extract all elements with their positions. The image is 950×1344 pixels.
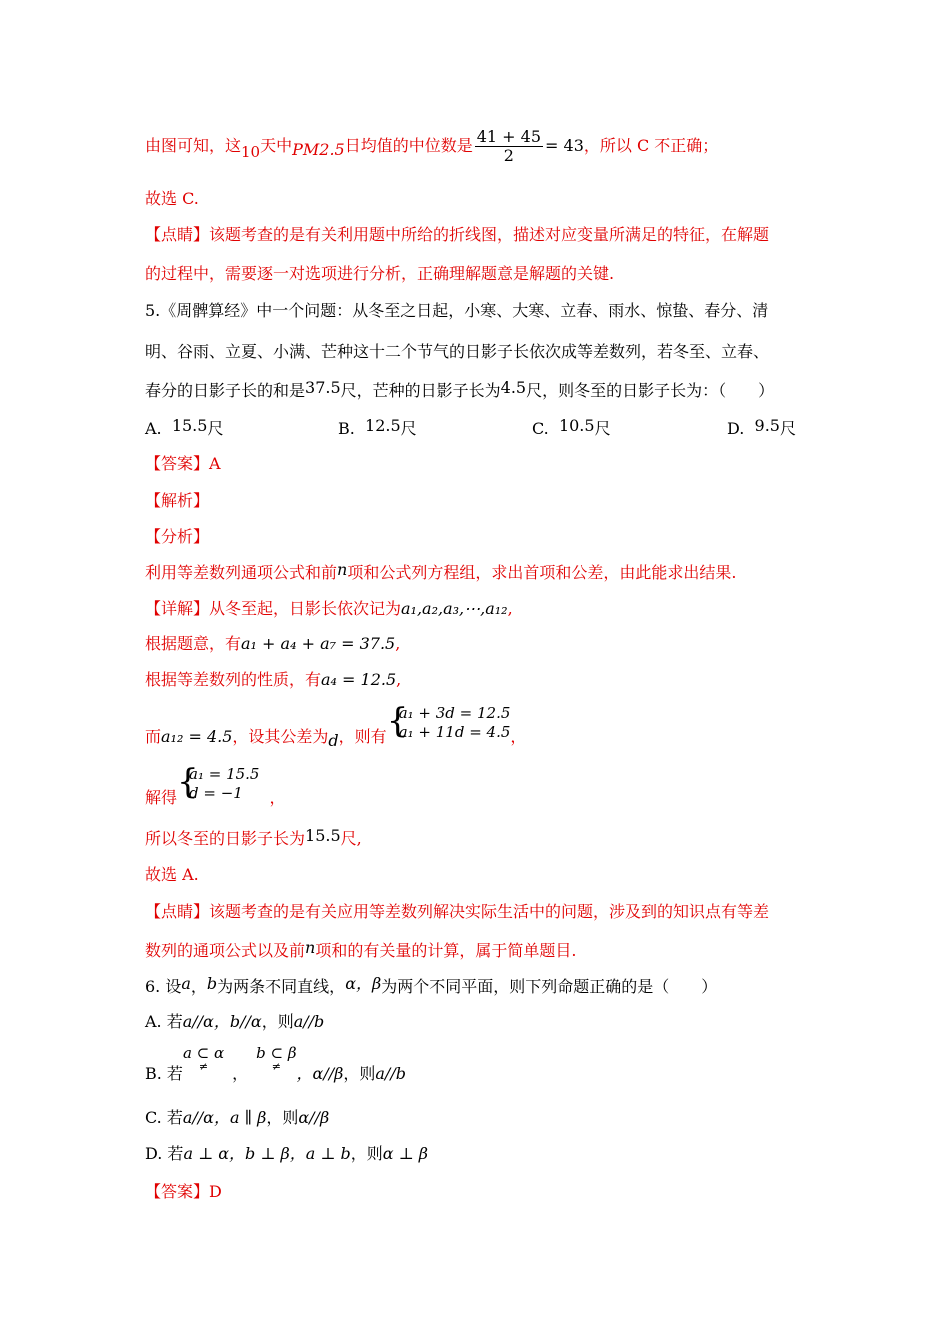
text: 尺，芒种的日影子长为 bbox=[340, 381, 501, 400]
text: 项和公式列方程组，求出首项和公差，由此能求出结果. bbox=[347, 563, 737, 582]
step-5 bbox=[145, 828, 362, 850]
text: 数列的通项公式以及前 bbox=[145, 941, 306, 960]
answer-6: 【答案】D bbox=[145, 1182, 222, 1201]
unit: 尺 bbox=[779, 419, 796, 438]
equation: a₁ = 15.5 bbox=[189, 765, 260, 783]
text: ，则 bbox=[343, 1063, 376, 1083]
math: b bbox=[206, 974, 218, 993]
text: ，则有 bbox=[338, 726, 387, 746]
equation: a₁ + 3d = 12.5 bbox=[398, 704, 511, 722]
text: , bbox=[395, 634, 401, 653]
math: b ⊂ β bbox=[256, 1044, 297, 1062]
text: ， bbox=[190, 977, 207, 996]
q5-line-1: 5.《周髀算经》中一个问题：从冬至之日起，小寒、大寒、立春、雨水、惊蛰、春分、清 bbox=[145, 301, 769, 320]
text: 所以冬至的日影子长为 bbox=[145, 829, 306, 848]
comment5-line-2 bbox=[145, 940, 576, 962]
q6-stem bbox=[145, 976, 717, 998]
unit: 尺 bbox=[594, 419, 611, 438]
fraction bbox=[475, 128, 543, 165]
text: ，设其公差为 bbox=[232, 726, 329, 746]
text: 利用等差数列通项公式和前 bbox=[145, 563, 338, 582]
comment-line-1: 【点睛】该题考查的是有关利用题中所给的折线图，描述对应变量所满足的特征，在解题 bbox=[145, 225, 770, 244]
step-4 bbox=[145, 762, 286, 807]
denominator: 2 bbox=[503, 146, 514, 165]
math: a//α，a ∥ β bbox=[182, 1108, 267, 1127]
value: 12.5 bbox=[365, 416, 401, 435]
median-line bbox=[145, 128, 718, 165]
math: a₄ = 12.5 bbox=[321, 670, 397, 689]
math: a ⊥ α，b ⊥ β，a ⊥ b bbox=[183, 1144, 351, 1163]
math: a₁,a₂,a₃,⋯,a₁₂ bbox=[401, 599, 508, 618]
text: 【详解】从冬至起，日影长依次记为 bbox=[145, 599, 402, 618]
detail-5 bbox=[145, 598, 513, 620]
text: 为两条不同直线， bbox=[217, 977, 346, 996]
option-a bbox=[145, 418, 223, 440]
analysis-5: 【解析】 bbox=[145, 491, 210, 510]
number: 4.5 bbox=[500, 378, 527, 397]
math: n bbox=[305, 938, 316, 957]
equation: a₁ + 11d = 4.5 bbox=[398, 723, 511, 741]
math: ，α//β bbox=[296, 1063, 344, 1083]
solution-system bbox=[177, 762, 260, 803]
breakdown-5: 【分析】 bbox=[145, 527, 210, 546]
neq-mark: ≠ bbox=[271, 1060, 281, 1073]
label: C. bbox=[532, 419, 549, 438]
q6-option-b bbox=[145, 1044, 406, 1083]
comment5-line-1: 【点睛】该题考查的是有关应用等差数列解决实际生活中的问题，涉及到的知识点有等差 bbox=[145, 902, 770, 921]
text: 根据题意，有 bbox=[145, 634, 242, 653]
math: a ⊂ α bbox=[182, 1044, 225, 1062]
label: A. bbox=[145, 419, 162, 438]
number: 37.5 bbox=[305, 378, 341, 397]
text: 日均值的中位数是 bbox=[344, 136, 473, 155]
math: a//b bbox=[375, 1063, 406, 1083]
value: 10.5 bbox=[558, 416, 595, 435]
math: a₁ + a₄ + a₇ = 37.5 bbox=[241, 634, 396, 653]
text: ，则 bbox=[266, 1108, 299, 1127]
equation: d = −1 bbox=[189, 784, 243, 802]
label: B. 若 bbox=[145, 1063, 183, 1083]
text: ， bbox=[269, 787, 286, 807]
method-5 bbox=[145, 562, 736, 584]
text: , bbox=[507, 599, 513, 618]
text: ， bbox=[232, 1063, 249, 1083]
option-d bbox=[727, 418, 796, 440]
choose-c: 故选 C. bbox=[145, 189, 199, 208]
math: PM2.5 bbox=[292, 140, 345, 159]
text: ，则 bbox=[350, 1144, 383, 1163]
option-c bbox=[532, 418, 611, 440]
label: A. 若 bbox=[145, 1012, 183, 1031]
text: 6. 设 bbox=[145, 977, 182, 996]
brace-icon: { bbox=[177, 762, 199, 802]
math: a//b bbox=[293, 1012, 325, 1031]
label: D. bbox=[727, 419, 745, 438]
equation-system bbox=[386, 701, 511, 742]
text: ，则 bbox=[261, 1012, 294, 1031]
q6-option-a bbox=[145, 1011, 324, 1033]
text: 根据等差数列的性质，有 bbox=[145, 670, 322, 689]
text: 尺, bbox=[340, 829, 362, 848]
text: 而 bbox=[145, 726, 162, 746]
step-2 bbox=[145, 669, 401, 691]
subset-stack bbox=[256, 1046, 296, 1074]
math: α//β bbox=[298, 1108, 330, 1127]
math: a₁₂ = 4.5 bbox=[161, 726, 233, 746]
value: 9.5 bbox=[754, 416, 780, 435]
label: B. bbox=[338, 419, 355, 438]
option-b bbox=[338, 418, 417, 440]
q5-line-3 bbox=[145, 380, 774, 402]
text: 由图可知，这 bbox=[145, 136, 242, 155]
choose-a: 故选 A. bbox=[145, 865, 199, 884]
math: α，β bbox=[345, 974, 382, 993]
math: d bbox=[328, 730, 339, 750]
text: ，所以 C 不正确； bbox=[583, 136, 719, 155]
math: a//α，b//α bbox=[182, 1012, 262, 1031]
text: 为两个不同平面，则下列命题正确的是（ ） bbox=[381, 977, 718, 996]
label: D. 若 bbox=[145, 1144, 184, 1163]
math: α ⊥ β bbox=[382, 1144, 429, 1163]
q6-option-c bbox=[145, 1107, 329, 1129]
text: 解得 bbox=[145, 787, 178, 807]
value: 15.5 bbox=[171, 416, 208, 435]
text: 春分的日影子长的和是 bbox=[145, 381, 306, 400]
label: C. 若 bbox=[145, 1108, 183, 1127]
comment-line-2: 的过程中，需要逐一对选项进行分析，正确理解题意是解题的关键. bbox=[145, 264, 615, 283]
unit: 尺 bbox=[400, 419, 417, 438]
subset-stack bbox=[183, 1046, 224, 1074]
step-3 bbox=[145, 701, 527, 750]
q6-option-d bbox=[145, 1143, 428, 1165]
neq-mark: ≠ bbox=[198, 1060, 209, 1073]
math: a bbox=[181, 974, 191, 993]
q5-line-2: 明、谷雨、立夏、小满、芒种这十二个节气的日影子长依次成等差数列，若冬至、立春、 bbox=[145, 342, 770, 361]
brace-icon: { bbox=[386, 701, 409, 741]
answer-5: 【答案】A bbox=[145, 454, 221, 473]
math: = 43 bbox=[545, 136, 584, 155]
number: 15.5 bbox=[305, 826, 341, 845]
text: ， bbox=[510, 726, 527, 746]
text: 项和的有关量的计算，属于简单题目. bbox=[315, 941, 577, 960]
math: n bbox=[337, 560, 348, 579]
number: 10 bbox=[241, 143, 261, 161]
text: 天中 bbox=[260, 136, 293, 155]
text: 尺，则冬至的日影子长为：（ ） bbox=[526, 381, 775, 400]
text: , bbox=[396, 670, 402, 689]
unit: 尺 bbox=[207, 419, 224, 438]
step-1 bbox=[145, 633, 400, 655]
numerator: 41 + 45 bbox=[476, 127, 542, 146]
